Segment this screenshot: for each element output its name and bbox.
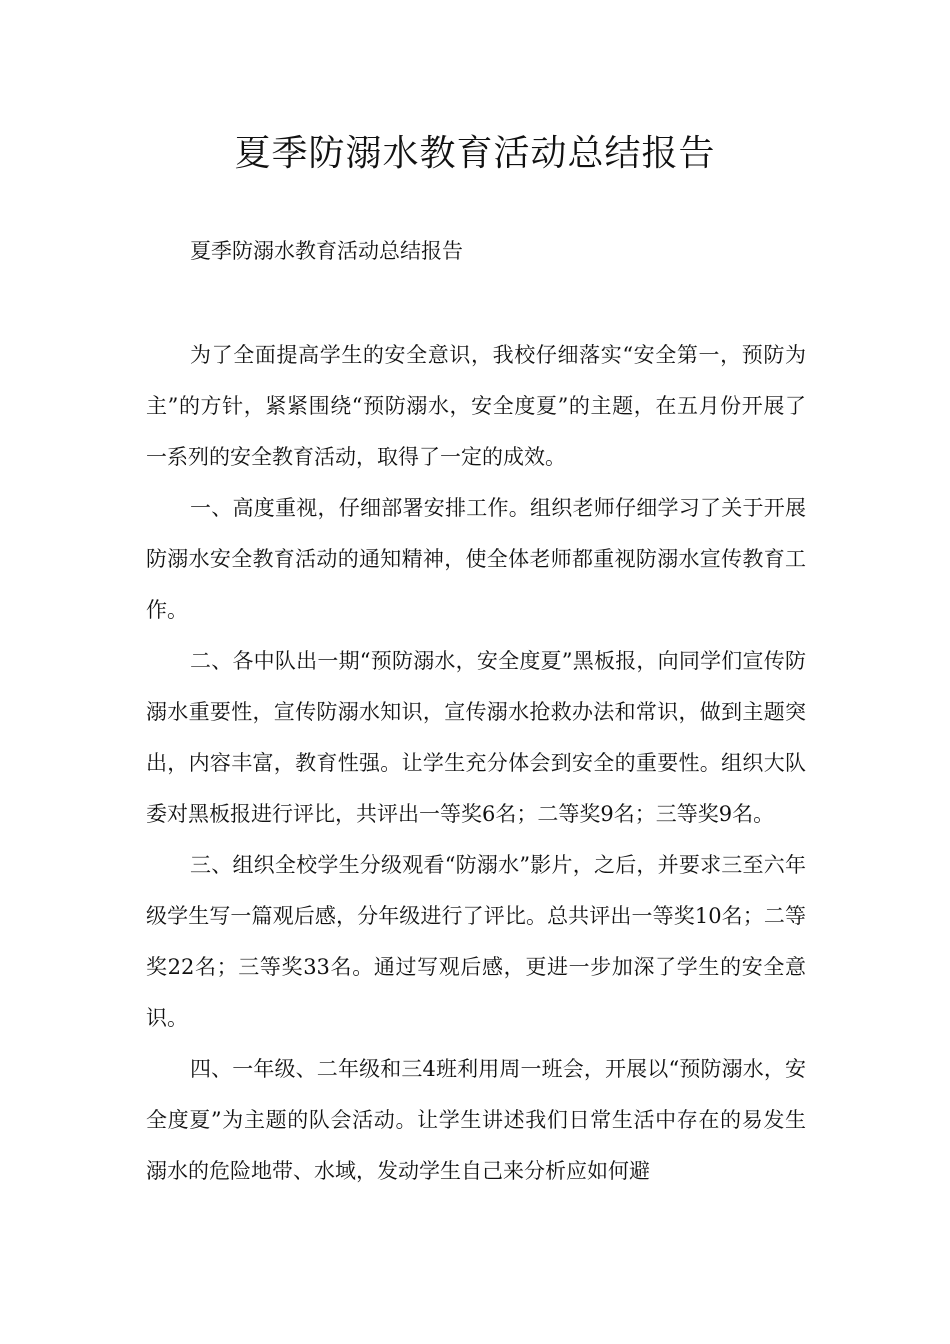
paragraph-section-4: 四、一年级、二年级和三4班利用周一班会，开展以“预防溺水，安全度夏”为主题的队会活动。让学生讲述我们日常生活中存在的易发生溺水的危险地带、水域，发动学生自己来分析应如何避 (146, 1057, 806, 1183)
document-body (146, 330, 806, 1197)
document-title: 夏季防溺水教育活动总结报告 (234, 133, 716, 174)
paragraph-section-2: 二、各中队出一期“预防溺水，安全度夏”黑板报，向同学们宣传防溺水重要性，宣传防溺水知识，宣传溺水抢救办法和常识，做到主题突出，内容丰富，教育性强。让学生充分体会到安全的重要性。组织大队委对黑板报进行评比，共评出一等奖6名；二等奖9名；三等奖9名。 (146, 649, 806, 826)
document-subtitle: 夏季防溺水教育活动总结报告 (190, 239, 463, 263)
paragraph-intro: 为了全面提高学生的安全意识，我校仔细落实“安全第一，预防为主”的方针，紧紧围绕“预防溺水，安全度夏”的主题，在五月份开展了一系列的安全教育活动，取得了一定的成效。 (146, 343, 806, 469)
paragraph-section-3: 三、组织全校学生分级观看“防溺水”影片，之后，并要求三至六年级学生写一篇观后感，分年级进行了评比。总共评出一等奖10名；二等奖22名；三等奖33名。通过写观后感，更进一步加深了学生的安全意识。 (146, 853, 806, 1030)
paragraph-section-1: 一、高度重视，仔细部署安排工作。组织老师仔细学习了关于开展防溺水安全教育活动的通知精神，使全体老师都重视防溺水宣传教育工作。 (146, 496, 806, 622)
